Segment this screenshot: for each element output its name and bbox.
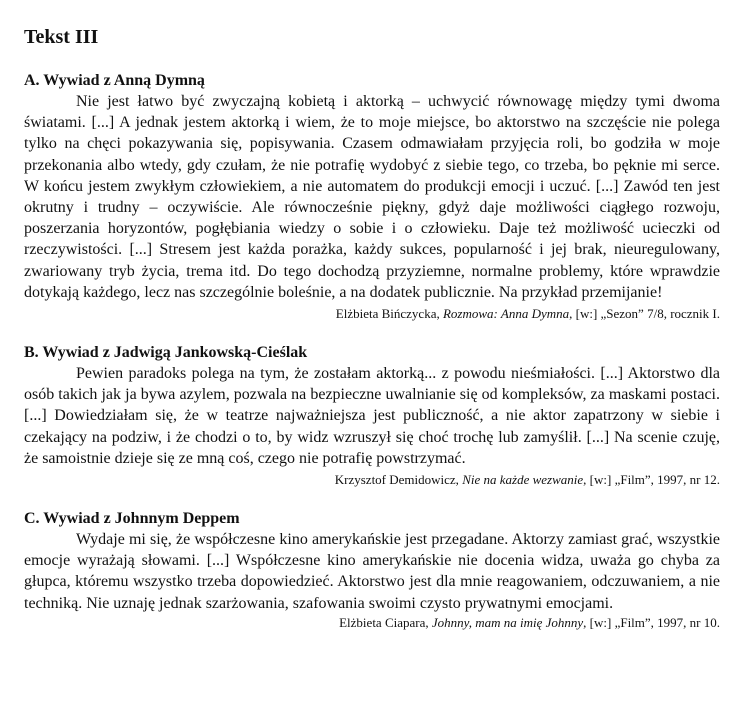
section-heading: A. Wywiad z Anną Dymną — [24, 72, 205, 89]
section-heading: B. Wywiad z Jadwigą Jankowską-Cieślak — [24, 344, 308, 362]
section-b — [24, 343, 720, 489]
section-heading: C. Wywiad z Johnnym Deppem — [24, 510, 240, 528]
citation-title: Johnny, mam na imię Johnny — [431, 614, 584, 630]
citation-source: , [w:] „Film”, 1997, nr 10. — [583, 614, 720, 630]
section-body: Pewien paradoks polega na tym, że zostałam aktorką... z powodu nieśmiałości. [...] Aktorstwo dla osób takich jak ja bywa azylem, pozwala na bezpieczne uwalnianie się od kompleksów, za maskami postaci. [...] Dowiedziałam się, że w teatrze najważniejsza jest publiczność, a nie aktor zapatrzony w siebie i czekający na podziw, i że chodzi o to, by widz wzruszył się choć trochę lub zamyślił. [...] Na scenie czuję, że samoistnie dzieje się ze mną coś, czego nie potrafię powstrzymać. — [24, 365, 720, 467]
citation — [24, 305, 720, 323]
citation-author: Elżbieta Ciapara, — [339, 614, 432, 630]
citation-author: Krzysztof Demidowicz, — [334, 472, 463, 488]
document-title: Tekst III — [24, 26, 99, 48]
section-a — [24, 71, 720, 323]
citation-title: Rozmowa: Anna Dymna — [442, 306, 570, 322]
section-body: Wydaje mi się, że współczesne kino amerykańskie jest przegadane. Aktorzy zamiast grać, wszystkie emocje wyrażają słowami. [...] Współczesne kino amerykańskie nie docenia widza, uważa go chyba za głupca, któremu wszystko trzeba dopowiedzieć. Aktorstwo jest dla mnie reagowaniem, odczuwaniem, a nie techniką. Nie uznaję jednak szarżowania, szafowania swoimi czysto prywatnymi emocjami. — [24, 531, 720, 612]
citation-source: , [w:] „Sezon” 7/8, rocznik I. — [569, 306, 720, 322]
document-page — [24, 25, 720, 652]
section-c — [24, 509, 720, 632]
citation-title: Nie na każde wezwanie — [462, 472, 584, 488]
citation — [24, 471, 720, 489]
citation-author: Elżbieta Bińczycka, — [335, 306, 443, 322]
section-body: Nie jest łatwo być zwyczajną kobietą i aktorką – uchwycić równowagę między tymi dwoma światami. [...] A jednak jestem aktorką i wiem, że to moje miejsce, bo aktorstwo na szczęście nie polega tylko na chęci pokazywania się, popisywania. Czasem odmawiałam przyjęcia roli, bo godziła w moje przekonania albo wtedy, gdy czułam, że nie potrafię wydobyć z siebie tego, co trzeba, bo pęknie mi serce. W końcu jestem zwykłym człowiekiem, a nie automatem do produkcji emocji i uczuć. [...] Zawód ten jest okrutny i trudny – oczywiście. Ale równocześnie piękny, gdyż daje możliwości ciągłego rozwoju, poszerzania horyzontów, pogłębiania wiedzy o sobie i o człowieku. Daje też możliwość ucieczki od rzeczywistości. [...] Stresem jest każda porażka, każdy sukces, popularność i jej brak, nieuregulowany, zwariowany tryb życia, trema itd. Do tego dochodzą przyziemne, normalne problemy, które wprawdzie dotykają każdego, lecz nas szczególnie boleśnie, a na dodatek publicznie. Na przykład przemijanie! — [24, 93, 720, 301]
citation — [24, 614, 720, 632]
citation-source: , [w:] „Film”, 1997, nr 12. — [583, 472, 720, 488]
